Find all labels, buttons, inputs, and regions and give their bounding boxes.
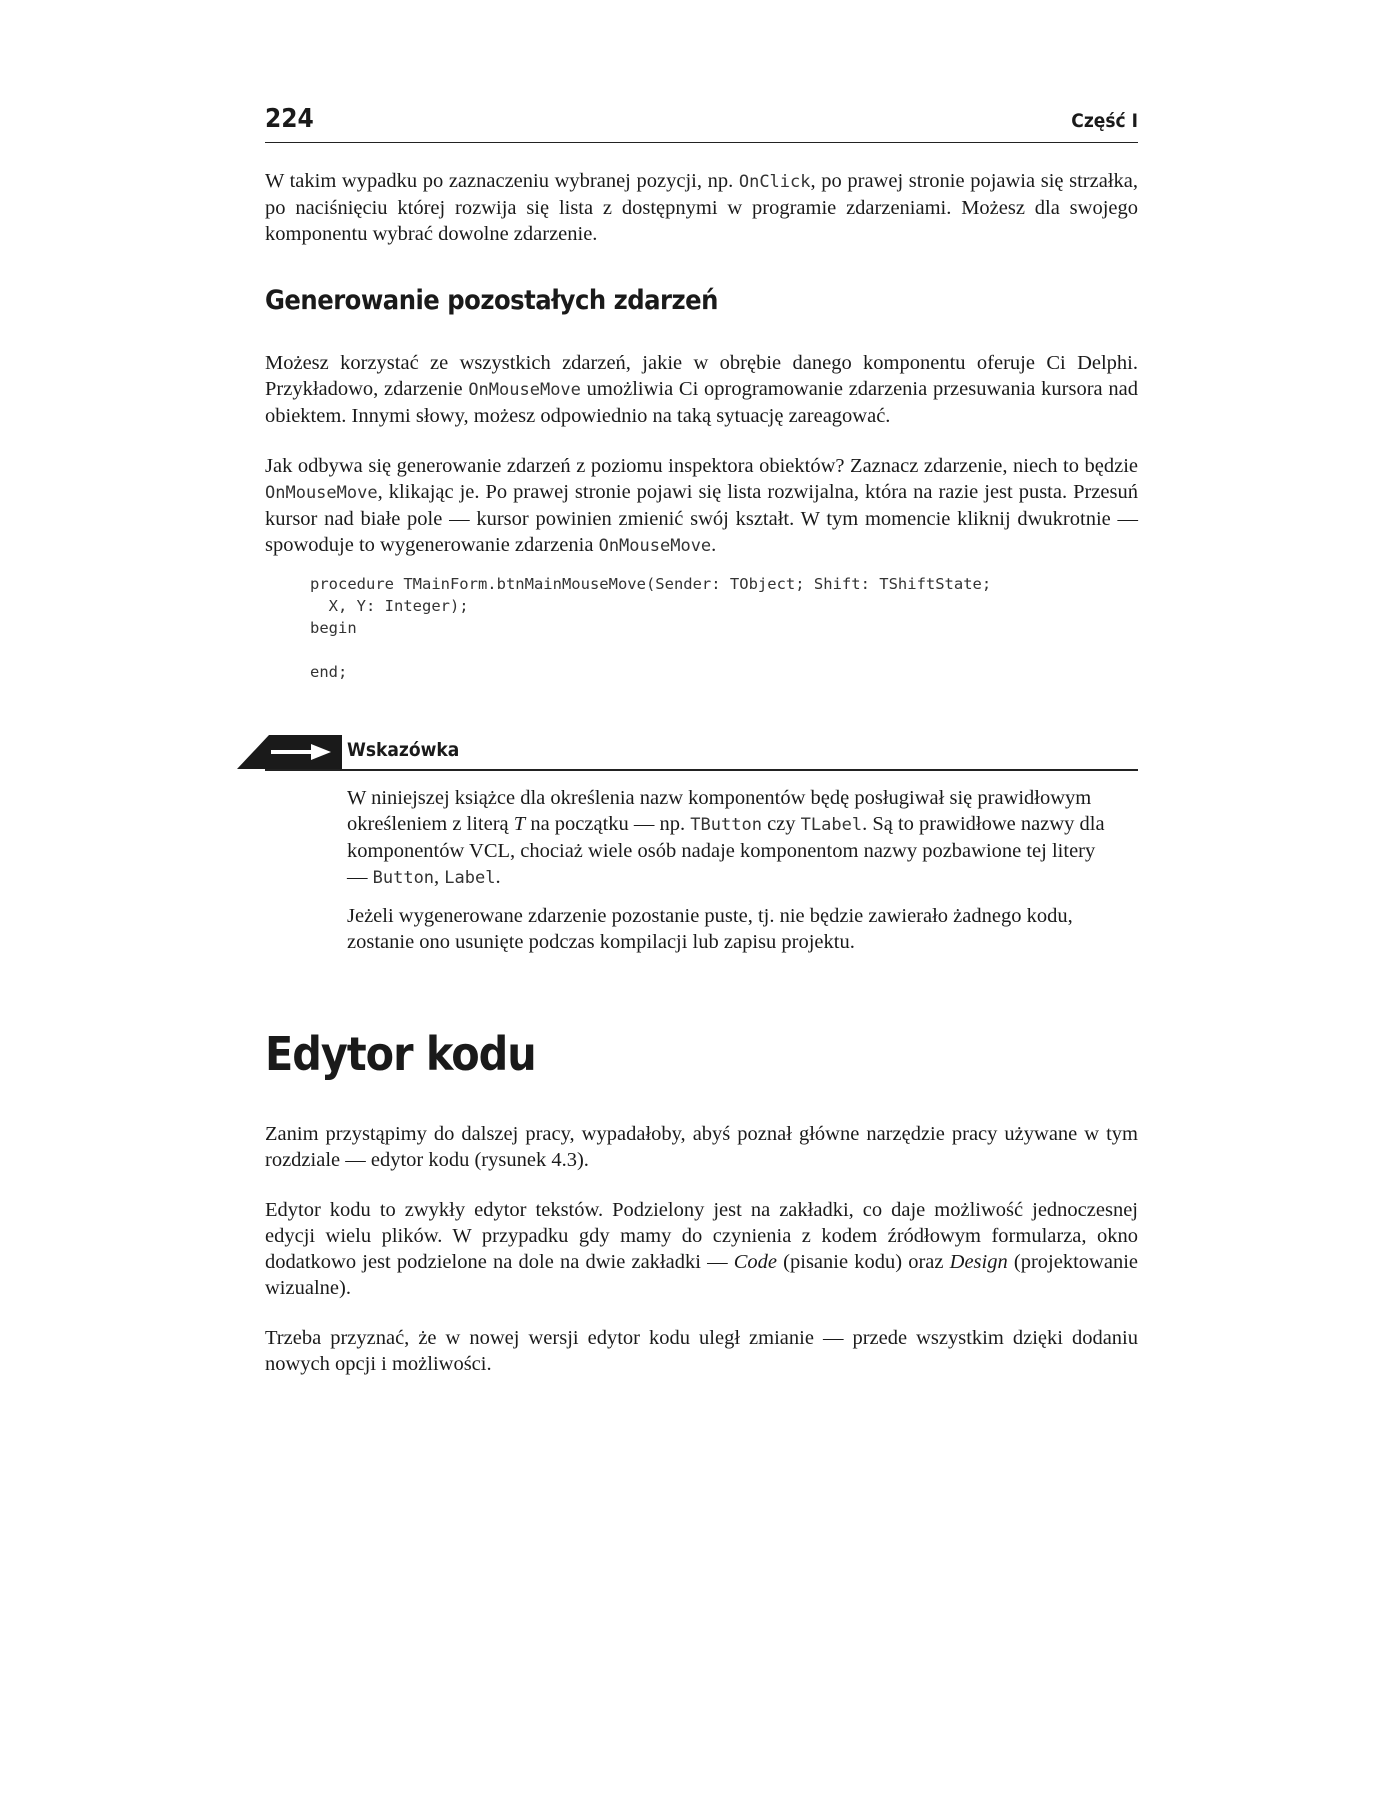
page-number: 224 [265, 104, 314, 134]
chapter-heading: Edytor kodu [265, 1027, 536, 1081]
italic-term: Code [733, 1251, 778, 1273]
section-paragraph-2: Jak odbywa się generowanie zdarzeń z poziomu inspektora obiektów? Zaznacz zdarzenie, niech to będzie OnMouseMove, klikając je. Po prawej stronie pojawi się lista rozwijalna, która na razie jest pusta. Przesuń kursor nad białe pole — kursor powinien zmienić swój kształt. W tym momencie kliknij dwukrotnie — spowoduje to wygenerowanie zdarzenia OnMouseMove. [265, 455, 1138, 556]
tip-header [265, 735, 1138, 771]
chapter-paragraph-3: Trzeba przyznać, że w nowej wersji edytor kodu uległ zmianie — przede wszystkim dzięki dodaniu nowych opcji i możliwości. [265, 1327, 1138, 1375]
inline-code: TLabel [800, 815, 863, 835]
inline-code: OnMouseMove [598, 536, 712, 556]
tip-title: Wskazówka [347, 739, 460, 761]
inline-code: OnMouseMove [468, 380, 581, 400]
tip-body [347, 785, 1107, 955]
inline-code: OnMouseMove [265, 483, 378, 503]
arrow-right-icon [237, 735, 342, 769]
page-header [265, 104, 1138, 143]
section-heading: Generowanie pozostałych zdarzeń [265, 285, 718, 316]
part-label: Część I [1071, 110, 1138, 132]
section-paragraph-1: Możesz korzystać ze wszystkich zdarzeń, jakie w obrębie danego komponentu oferuje Ci Delphi. Przykładowo, zdarzenie OnMouseMove umożliwia Ci oprogramowanie zdarzenia przesuwania kursora nad obiektem. Innymi słowy, możesz odpowiednio na taką sytuację zareagować. [265, 352, 1138, 427]
intro-paragraph: W takim wypadku po zaznaczeniu wybranej pozycji, np. OnClick, po prawej stronie pojawia się strzałka, po naciśnięciu której rozwija się lista z dostępnymi w programie zdarzeniami. Możesz dla swojego komponentu wybrać dowolne zdarzenie. [265, 170, 1138, 245]
chapter-paragraph-2: Edytor kodu to zwykły edytor tekstów. Podzielony jest na zakładki, co daje możliwość jednoczesnej edycji wielu plików. W przypadku gdy mamy do czynienia z kodem źródłowym formularza, okno dodatkowo jest podzielone na dole na dwie zakładki — Code (pisanie kodu) oraz Design (projektowanie wizualne). [265, 1199, 1138, 1299]
inline-code: Label [444, 868, 496, 888]
tip-paragraph-2: Jeżeli wygenerowane zdarzenie pozostanie puste, tj. nie będzie zawierało żadnego kodu, zostanie ono usunięte podczas kompilacji lub zapisu projektu. [347, 905, 1073, 953]
tip-paragraph-1: W niniejszej książce dla określenia nazw komponentów będę posługiwał się prawidłowym określeniem z literą T na początku — np. TButton czy TLabel. Są to prawidłowe nazwy dla komponentów VCL, chociaż wiele osób nadaje komponentom nazwy pozbawione tej litery — Button, Label. [347, 787, 1105, 888]
italic-term: Design [949, 1251, 1008, 1273]
inline-code: TButton [690, 815, 762, 835]
page-content [265, 168, 1138, 1377]
chapter-paragraph-1: Zanim przystąpimy do dalszej pracy, wypadałoby, abyś poznał główne narzędzie pracy używane w tym rozdziale — edytor kodu (rysunek 4.3). [265, 1123, 1138, 1171]
inline-code: Button [372, 868, 435, 888]
inline-code: OnClick [738, 172, 811, 192]
code-listing: procedure TMainForm.btnMainMouseMove(Sender: TObject; Shift: TShiftState; X, Y: Integer); begin end; [310, 575, 992, 681]
